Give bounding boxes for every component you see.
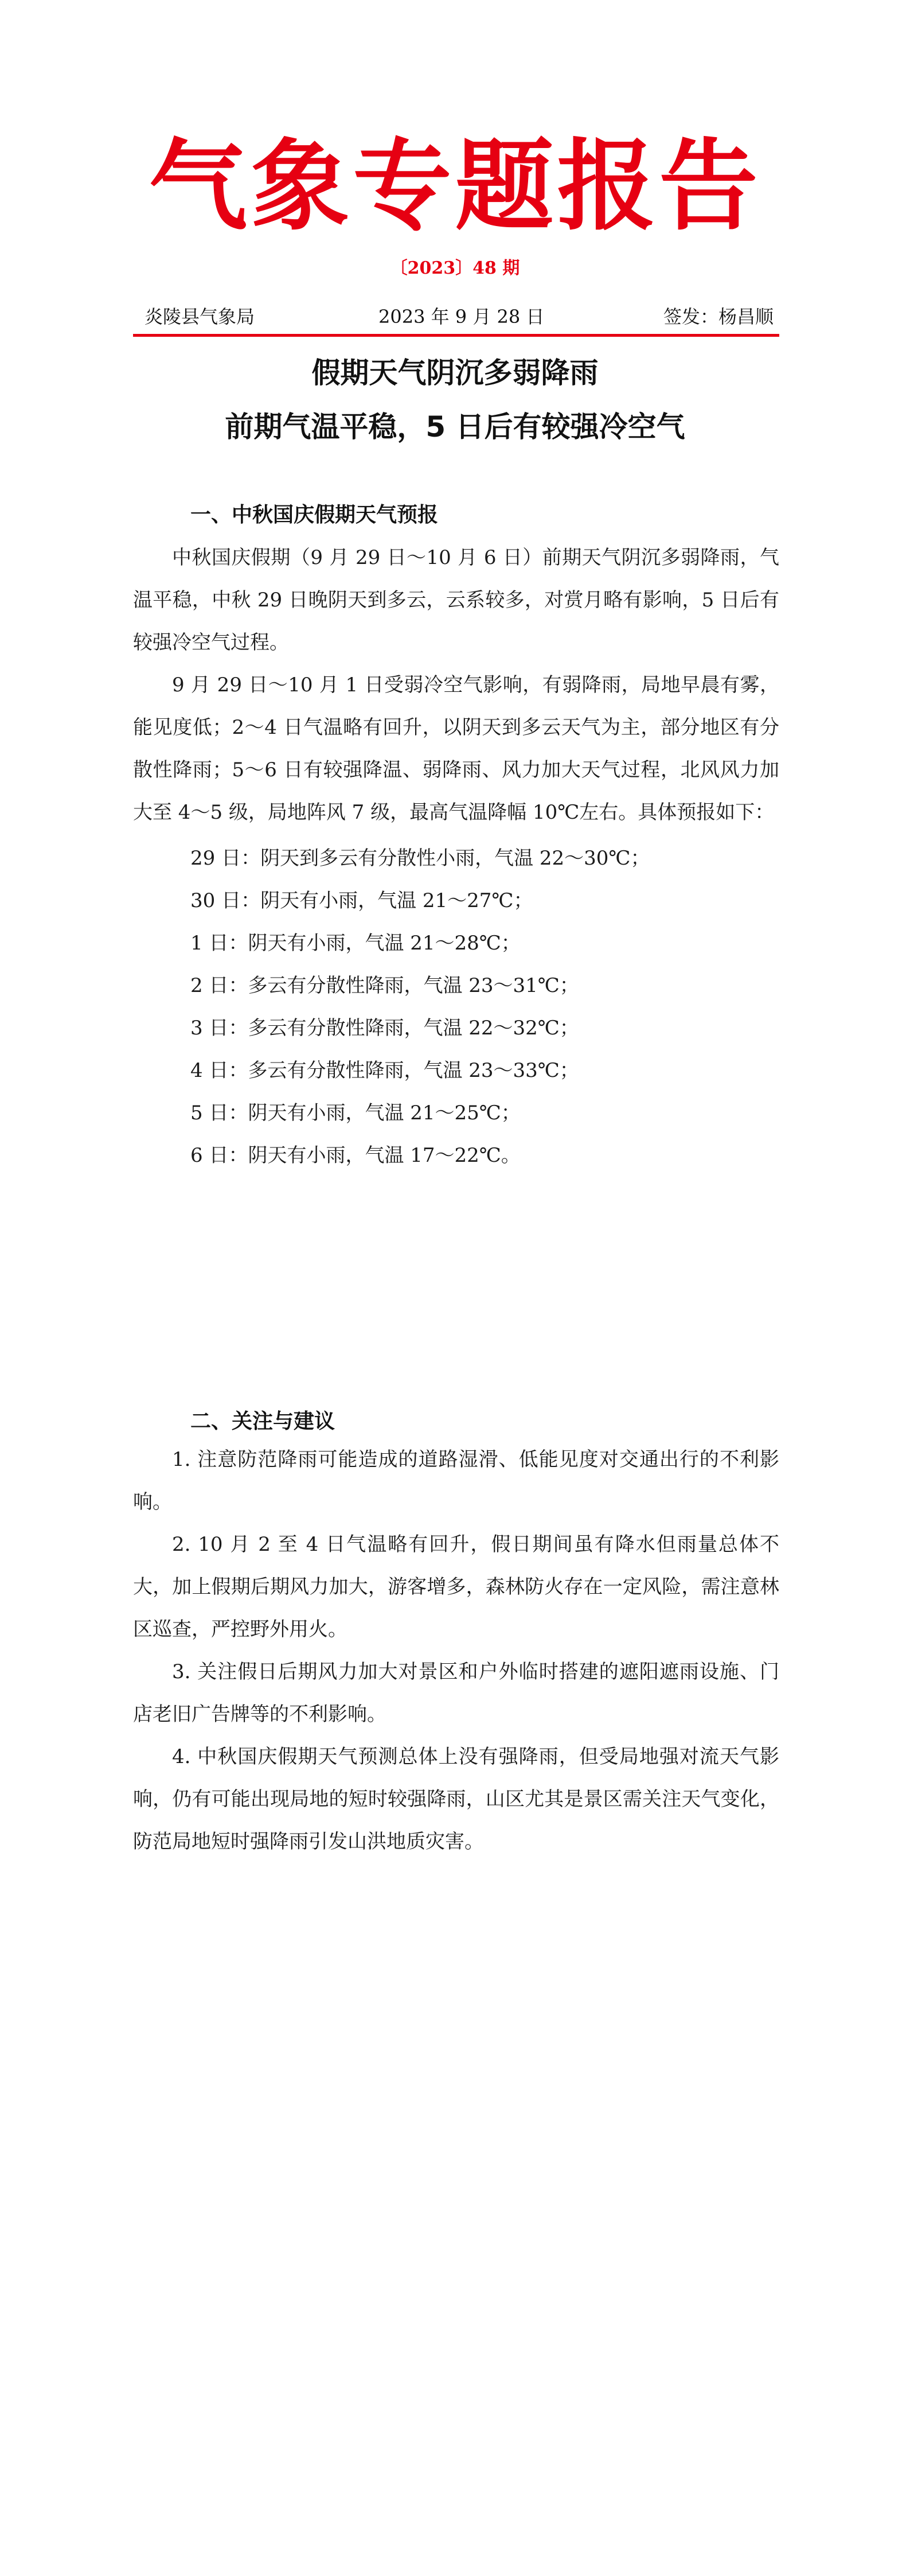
section-2-body — [133, 1438, 779, 1863]
forecast-item: 2 日：多云有分散性降雨，气温 23～31℃； — [190, 974, 579, 997]
forecast-item: 3 日：多云有分散性降雨，气温 22～32℃； — [190, 1017, 579, 1040]
forecast-item: 30 日：阴天有小雨，气温 21～27℃； — [190, 889, 533, 912]
forecast-item: 6 日：阴天有小雨，气温 17～22℃。 — [190, 1144, 521, 1167]
recommendation-item: 3. 关注假日后期风力加大对景区和户外临时搭建的遮阳遮雨设施、门店老旧广告牌等的不利影响。 — [133, 1660, 779, 1726]
forecast-item: 5 日：阴天有小雨，气温 21～25℃； — [190, 1102, 521, 1124]
red-divider-line — [133, 334, 779, 337]
recommendation-item: 2. 10 月 2 至 4 日气温略有回升，假日期间虽有降水但雨量总体不大，加上假期后期风力加大，游客增多，森林防火存在一定风险，需注意林区巡查，严控野外用火。 — [133, 1533, 779, 1641]
recommendation-item: 1. 注意防范降雨可能造成的道路湿滑、低能见度对交通出行的不利影响。 — [133, 1448, 779, 1513]
report-meta-row — [133, 304, 779, 329]
report-masthead-title: 气象专题报告 — [149, 129, 761, 244]
section-2-heading: 二、关注与建议 — [190, 1410, 335, 1433]
forecast-item: 1 日：阴天有小雨，气温 21～28℃； — [190, 932, 521, 955]
forecast-item: 4 日：多云有分散性降雨，气温 23～33℃； — [190, 1059, 579, 1082]
forecast-item: 29 日：阴天到多云有分散性小雨，气温 22～30℃； — [190, 847, 650, 870]
section-1-body — [133, 536, 779, 834]
section-1-paragraph: 9 月 29 日～10 月 1 日受弱冷空气影响，有弱降雨，局地早晨有雾，能见度低；2～4 日气温略有回升，以阴天到多云天气为主，部分地区有分散性降雨；5～6 日有较强降温、弱降雨、风力加大天气过程，北风风力加大至 4～5 级，局地阵风 7 级，最高气温降幅 10℃左右。具体预报如下： — [133, 674, 779, 824]
headline-line-2: 前期气温平稳，5 日后有较强冷空气 — [225, 410, 685, 443]
issue-date: 2023 年 9 月 28 日 — [378, 306, 545, 328]
daily-forecast-list — [190, 837, 779, 1177]
issue-number: 〔2023〕48 期 — [390, 258, 520, 278]
section-1-heading: 一、中秋国庆假期天气预报 — [190, 503, 439, 527]
section-1-paragraph: 中秋国庆假期（9 月 29 日～10 月 6 日）前期天气阴沉多弱降雨，气温平稳，中秋 29 日晚阴天到多云，云系较多，对赏月略有影响，5 日后有较强冷空气过程。 — [133, 546, 779, 654]
signer: 签发：杨昌顺 — [663, 306, 774, 328]
headline-line-1: 假期天气阴沉多弱降雨 — [311, 356, 599, 390]
issuing-organization: 炎陵县气象局 — [144, 306, 255, 328]
recommendation-item: 4. 中秋国庆假期天气预测总体上没有强降雨，但受局地强对流天气影响，仍有可能出现局地的短时较强降雨，山区尤其是景区需关注天气变化，防范局地短时强降雨引发山洪地质灾害。 — [133, 1745, 779, 1853]
